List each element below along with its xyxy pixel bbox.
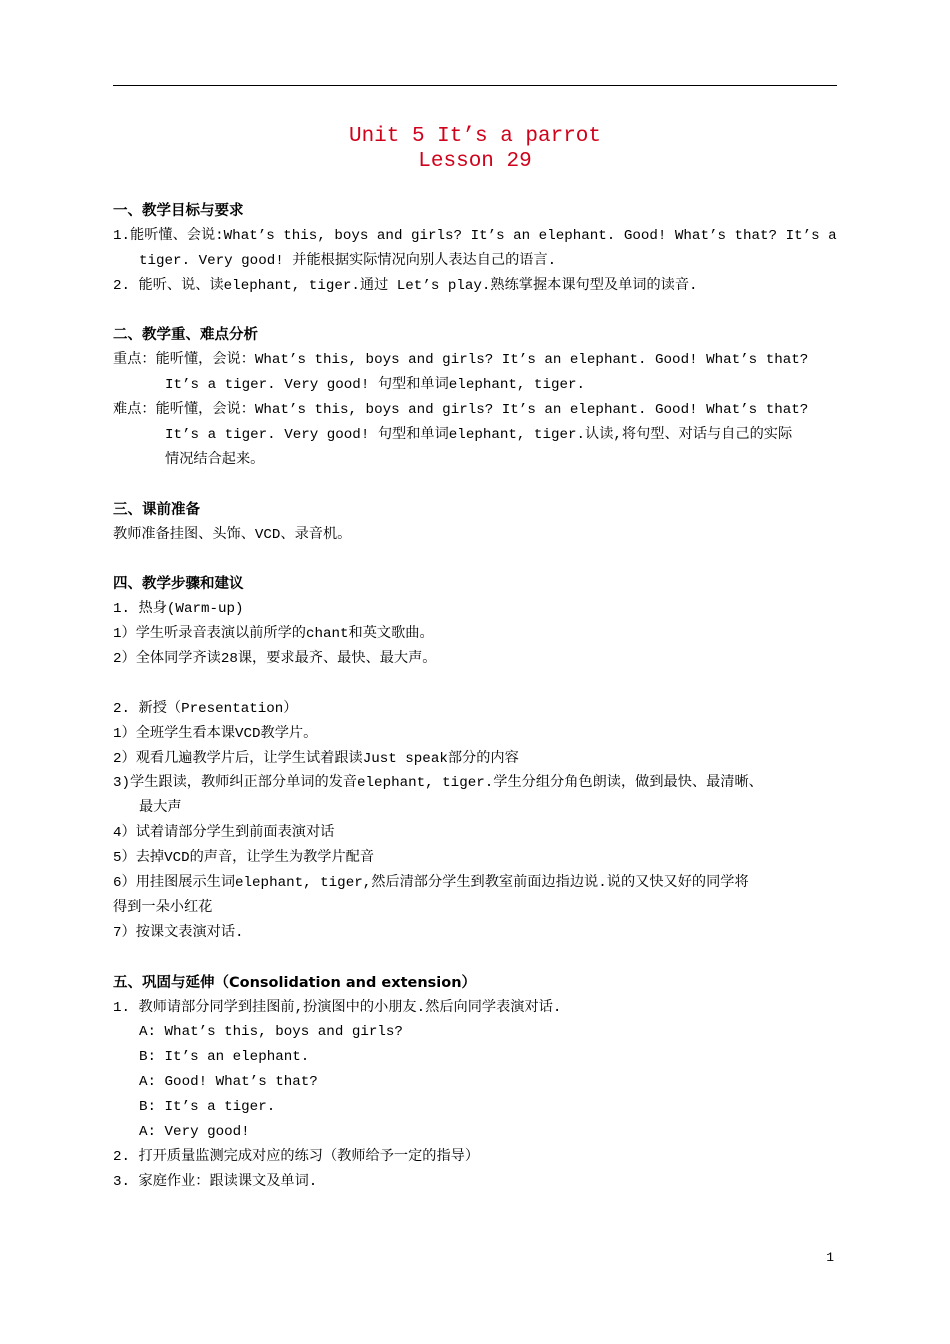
text-line: 1.能听懂、会说:What’s this, boys and girls? It’s an elephant. Good! What’s that? It’s a	[113, 227, 837, 244]
section-heading: 五、巩固与延伸（Consolidation and extension）	[113, 974, 477, 991]
text-line: 重点：能听懂，会说：What’s this, boys and girls? It’s an elephant. Good! What’s that?	[113, 352, 809, 369]
dialogue-line: A: What’s this, boys and girls?	[139, 1024, 403, 1041]
document-body	[113, 199, 841, 1195]
text-line: 2）全体同学齐读28课，要求最齐、最快、最大声。	[113, 651, 437, 668]
header-rule	[113, 85, 837, 86]
text-line: It’s a tiger. Very good! 句型和单词elephant, tiger.认读,将句型、对话与自己的实际	[165, 427, 793, 444]
dialogue-line: B: It’s a tiger.	[139, 1099, 276, 1116]
text-line: 情况结合起来。	[165, 451, 265, 468]
text-line: 3)学生跟读，教师纠正部分单词的发音elephant, tiger.学生分组分角色朗读，做到最快、最清晰、	[113, 775, 763, 792]
unit-title: Unit 5 It’s a parrot	[348, 125, 602, 148]
text-line: 难点：能听懂，会说：What’s this, boys and girls? It’s an elephant. Good! What’s that?	[113, 402, 809, 419]
text-line: 1）全班学生看本课VCD教学片。	[113, 725, 318, 742]
text-line: tiger. Very good! 并能根据实际情况向别人表达自己的语言.	[139, 252, 557, 269]
spacer	[113, 672, 841, 697]
spacer	[113, 946, 841, 971]
section-heading: 二、教学重、难点分析	[113, 327, 258, 344]
text-line: 6）用挂图展示生词elephant, tiger,然后清部分学生到教室前面边指边说.说的又快又好的同学将	[113, 875, 749, 892]
dialogue-line: A: Very good!	[139, 1123, 250, 1140]
text-line: 2. 新授（Presentation）	[113, 700, 298, 717]
text-line: 教师准备挂图、头饰、VCD、录音机。	[113, 526, 352, 543]
text-line: It’s a tiger. Very good! 句型和单词elephant, tiger.	[165, 377, 586, 394]
text-line: 4）试着请部分学生到前面表演对话	[113, 825, 335, 842]
section-heading: 三、课前准备	[113, 501, 200, 518]
text-line: 2. 打开质量监测完成对应的练习（教师给予一定的指导）	[113, 1148, 480, 1165]
spacer	[113, 473, 841, 498]
lesson-title: Lesson 29	[418, 150, 532, 173]
text-line: 最大声	[139, 800, 182, 817]
spacer	[113, 299, 841, 324]
dialogue-line: B: It’s an elephant.	[139, 1049, 310, 1066]
text-line: 2）观看几遍教学片后，让学生试着跟读Just speak部分的内容	[113, 750, 519, 767]
section-heading: 四、教学步骤和建议	[113, 576, 244, 593]
spacer	[113, 547, 841, 572]
dialogue-line: A: Good! What’s that?	[139, 1074, 318, 1091]
text-line: 得到一朵小红花	[113, 899, 213, 916]
text-line: 2. 能听、说、读elephant, tiger.通过 Let’s play.熟练掌握本课句型及单词的读音.	[113, 277, 698, 294]
text-line: 7）按课文表演对话.	[113, 924, 244, 941]
text-line: 1）学生听录音表演以前所学的chant和英文歌曲。	[113, 626, 434, 643]
text-line: 3. 家庭作业：跟读课文及单词.	[113, 1173, 318, 1190]
section-heading: 一、教学目标与要求	[113, 203, 244, 219]
text-line: 1. 教师请部分同学到挂图前,扮演图中的小朋友.然后向同学表演对话.	[113, 999, 562, 1016]
page-number: 1	[826, 1250, 834, 1265]
text-line: 5）去掉VCD的声音，让学生为教学片配音	[113, 850, 375, 867]
text-line: 1. 热身(Warm-up)	[113, 601, 244, 618]
